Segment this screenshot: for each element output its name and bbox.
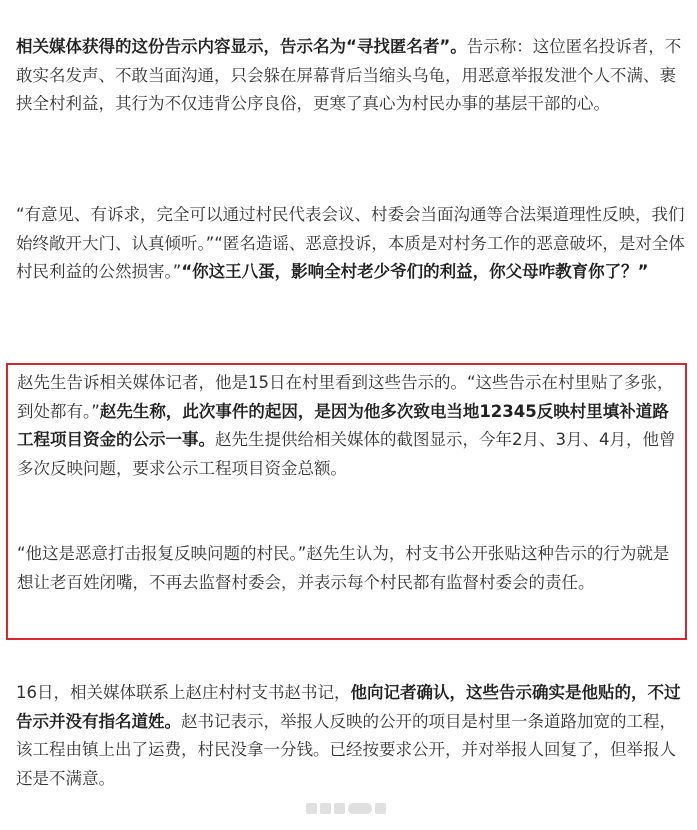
paragraph-notice-content: [16, 33, 686, 119]
paragraph-body: 赵先生告诉相关媒体记者，他是15日在村里看到这些告示的。“这些告示在村里贴了多张，到处都有。”: [17, 373, 674, 421]
watermark-mark: [348, 803, 372, 814]
paragraph-bold-lead: 相关媒体获得的这份告示内容显示，告示名为“寻找匿名者”。: [16, 37, 467, 56]
watermark-logo: [306, 803, 386, 814]
watermark-mark: [334, 803, 345, 814]
paragraph-body: 告示称：这位匿名投诉者，不敢实名发声、不敢当面沟通，只会躲在屏幕背后当缩头乌龟，用恶意举报发泄个人不满、裹挟全村利益，其行为不仅违背公序良俗，更寒了真心为村民办事的基层干部的心。: [16, 37, 682, 113]
paragraph-notice-quotes: [16, 201, 686, 287]
paragraph-body-continued: 赵先生提供给相关媒体的截图显示，今年2月、3月、4月，他曾多次反映问题，要求公示工程项目资金总额。: [17, 430, 676, 478]
watermark-mark: [306, 803, 317, 814]
paragraph-secretary-response: [16, 679, 686, 793]
watermark-mark: [320, 803, 331, 814]
paragraph-body: 16日，相关媒体联系上赵庄村村支书赵书记，: [16, 683, 351, 702]
paragraph-bold-cause: 赵先生称，此次事件的起因，是因为他多次致电当地12345反映村里填补道路工程项目资金的公示一事。: [17, 401, 669, 449]
paragraph-zhao-opinion: [17, 540, 685, 597]
watermark-mark: [375, 803, 386, 814]
paragraph-body: “有意见、有诉求，完全可以通过村民代表会议、村委会当面沟通等合法渠道理性反映，我们始终敞开大门、认真倾听。”“匿名造谣、恶意投诉，本质是对村务工作的恶意破坏，是对全体村民利益的公然损害。”: [16, 205, 685, 281]
paragraph-bold-confirmation: 他向记者确认，这些告示确实是他贴的，不过告示并没有指名道姓。: [16, 683, 681, 731]
paragraph-body: “他这是恶意打击报复反映问题的村民。”赵先生认为，村支书公开张贴这种告示的行为就是想让老百姓闭嘴，不再去监督村委会，并表示每个村民都有监督村委会的责任。: [17, 544, 670, 592]
paragraph-bold-quote: “你这王八蛋，影响全村老少爷们的利益，你父母咋教育你了？”: [181, 262, 649, 281]
paragraph-body-continued: 赵书记表示，举报人反映的公开的项目是村里一条道路加宽的工程，该工程由镇上出了运费，村民没拿一分钱。已经按要求公开，并对举报人回复了，但举报人还是不满意。: [16, 711, 676, 788]
paragraph-zhao-statement: [17, 369, 685, 483]
